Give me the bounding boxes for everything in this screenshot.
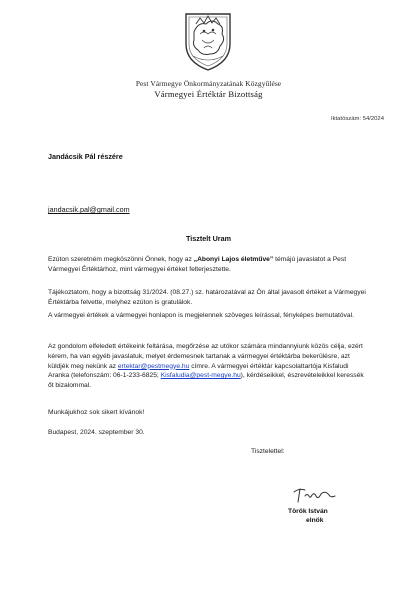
paragraph-website: A vármegyei értékek a vármegyei honlapon is megjelennek szöveges leírással, fényképes bemutatóval.	[48, 312, 354, 319]
county-coat-of-arms-icon	[184, 10, 232, 72]
paragraph-invitation-text-mid: címre. A vármegyei értéktár kapcsolattartója Kisfaludi Aranka (telefonszám: 06-1-233-6825;	[48, 362, 349, 380]
paragraph-invitation-text-end: ), kérdéseikkel, észrevételeikkel keressék őt bizalommal.	[48, 372, 364, 390]
registration-number: Iktatószám: 54/2024	[330, 116, 384, 122]
recipient-name: Jandácsik Pál részére	[48, 152, 123, 161]
paragraph-thanks	[48, 255, 370, 275]
organization-name: Pest Vármegye Önkormányzatának Közgyűlése	[135, 79, 282, 88]
nominated-value-title: „Abonyi Lajos életműve”	[193, 256, 274, 263]
office-email-link[interactable]: ertektar@pestmegye.hu	[117, 362, 190, 370]
recipient-email: jandacsik.pal@gmail.com	[48, 205, 130, 214]
date-place: Budapest, 2024. szeptember 30.	[48, 429, 145, 436]
signoff: Tisztelettel:	[251, 448, 285, 455]
paragraph-invitation-text-start: Az gondolom elfeledett értékeink feltárása, megőrzése az utókor számára mindannyiunk közös célja, ezért kérem, ha van egyéb javaslatuk, melyet érdemesnek tartanak a vármegyei értéktárba bekerülésre, azt küldjék meg nekünk az	[48, 343, 363, 370]
signer-title: elnök	[306, 517, 324, 524]
paragraph-decision: Tájékoztatom, hogy a bizottság 31/2024. (08.27.) sz. határozatával az Ön által javasolt értéket a Vármegyei Értéktárba felvette, melyhez ezúton is gratulálok.	[48, 289, 366, 306]
paragraph-thanks-text-start: Ezúton szeretném megköszönni Önnek, hogy az	[48, 256, 194, 263]
signer-name: Török István	[288, 508, 328, 515]
contact-email-link[interactable]: Kisfaludia@pest-megye.hu	[160, 372, 241, 380]
paragraph-invitation	[48, 342, 370, 391]
paragraph-wishes: Munkájukhoz sok sikert kívánok!	[48, 409, 145, 416]
paragraph-thanks-text-end: témájú javaslatot a Pest Vármegyei Értéktárhoz, mint vármegyei értéket felterjesztette.	[48, 256, 347, 273]
salutation: Tisztelt Uram	[185, 234, 231, 243]
handwritten-signature-icon	[291, 484, 339, 506]
committee-name: Vármegyei Értéktár Bizottság	[154, 89, 263, 99]
